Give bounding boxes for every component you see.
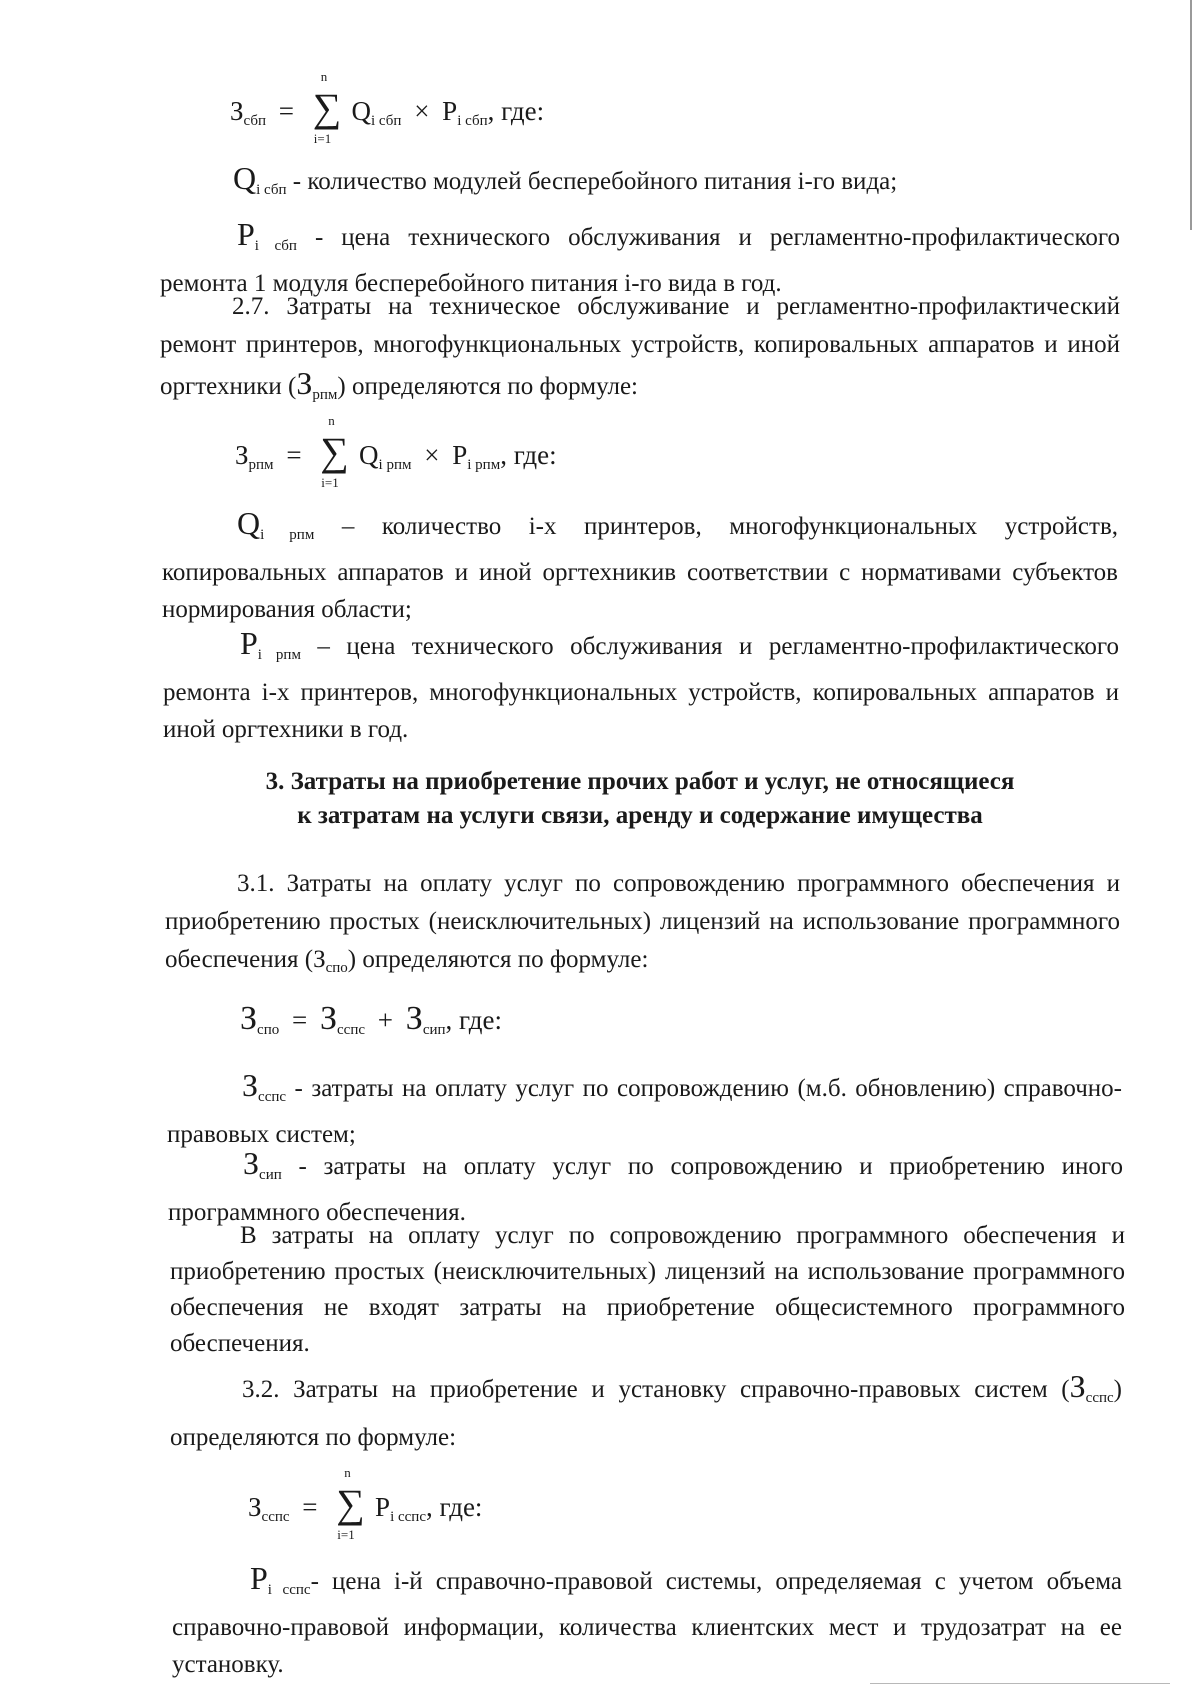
sum-sign [311,69,342,146]
inline-symbol: З [296,365,313,401]
formula-symbol: З [230,96,244,126]
equals-sign: = [278,96,295,126]
scan-edge-line [1190,0,1192,230]
formula-subscript: i рпм [378,457,412,473]
times-sign: × [424,440,440,470]
section-text: 3.2. Затраты на приобретение и установку справочно-правовых систем ( [242,1376,1070,1403]
definition-q-printers [162,505,1118,628]
definition-text: – цена технического обслуживания и регламентно-профилактического ремонта i-х принтеров, многофункциональных устройств, копировальных аппаратов и иной оргтехники в год. [163,633,1119,743]
times-sign: × [414,96,430,126]
formula-symbol: З [248,1492,262,1522]
definition-text: – количество i-х принтеров, многофункциональных устройств, копировальных аппаратов и иной оргтехникив соответствии с нормативами субъектов нормирования области; [162,513,1118,623]
formula-legal-system-cost [248,1465,483,1542]
formula-subscript: сбп [243,113,267,129]
sum-upper-limit: n [344,1465,351,1480]
inline-subscript: спо [325,960,348,976]
section-text: 3.1. Затраты на оплату услуг по сопровождению программного обеспечения и приобретению простых (неисключительных) лицензий на использование программного обеспечения ( [165,870,1120,973]
definition-symbol: З [242,1067,259,1103]
inline-symbol: З [313,946,326,973]
formula-symbol: З [235,440,249,470]
section-heading-3-line2: к затратам на услуги связи, аренду и содержание имущества [297,802,983,829]
plus-sign: + [377,1005,394,1035]
definition-subscript: сип [259,1167,282,1183]
formula-software-cost [240,1002,502,1038]
definition-symbol: Q [237,505,261,541]
formula-subscript: рпм [248,457,274,473]
section-3-2 [170,1366,1122,1458]
formula-symbol: З [405,1000,423,1037]
formula-symbol: P [442,96,458,126]
formula-printer-repair-cost [235,413,557,490]
formula-subscript: сип [422,1022,446,1038]
formula-tail: , где: [500,440,557,470]
sum-upper-limit: n [328,413,335,428]
formula-subscript: сспс [261,1509,290,1525]
definition-z-sps [167,1067,1122,1153]
definition-subscript: i сспс [267,1582,311,1598]
formula-tail: , где: [445,1005,502,1035]
definition-symbol: P [250,1560,268,1596]
scan-bottom-line [870,1683,1170,1684]
formula-subscript: спо [257,1022,280,1038]
equals-sign: = [286,440,302,470]
formula-subscript: i рпм [467,457,501,473]
sum-lower-limit: i=1 [321,475,339,490]
definition-subscript: i сбп [256,182,287,198]
inline-subscript: сспс [1085,1390,1114,1406]
inline-symbol: З [1069,1368,1086,1404]
sigma-icon: ∑ [312,85,342,130]
definition-q-ups [233,160,1113,209]
formula-tail: , где: [487,96,545,126]
definition-subscript: i рпм [257,647,301,663]
paragraph-exclusion-note: В затраты на оплату услуг по сопровождению программного обеспечения и приобретению простых (неисключительных) лицензий на использование программного обеспечения не входят затраты на приобретение общесистемного программного обеспечения. [170,1222,1125,1357]
formula-tail: , где: [425,1492,483,1522]
formula-symbol: З [319,1000,338,1037]
definition-p-printers [163,625,1119,748]
section-heading-3-line1: 3. Затраты на приобретение прочих работ и услуг, не относящиеся [265,768,1015,795]
equals-sign: = [291,1005,308,1035]
formula-symbol: Q [351,96,372,126]
section-text: ) определяются по формуле: [170,1376,1122,1451]
formula-symbol: Q [359,440,379,470]
definition-text: - затраты на оплату услуг по сопровождению и приобретению иного программного обеспечения. [168,1153,1123,1226]
definition-subscript: сспс [258,1089,287,1105]
definition-symbol: Q [233,160,257,196]
sigma-icon: ∑ [320,429,349,474]
section-text: 2.7. Затраты на техническое обслуживание и регламентно-профилактический ремонт принтеров, многофункциональных устройств, копировальных аппаратов и иной оргтехники ( [160,293,1120,400]
formula-symbol: P [452,440,468,470]
inline-subscript: рпм [312,387,338,403]
section-text: ) определяются по формуле: [347,946,649,973]
definition-p-legal-system [172,1560,1122,1683]
definition-subscript: i сбп [254,238,297,254]
section-2-7 [160,288,1120,414]
formula-subscript: сспс [337,1022,366,1038]
sum-sign [334,1465,365,1542]
sum-sign [318,413,349,490]
sum-upper-limit: n [320,69,328,84]
definition-symbol: P [237,216,255,252]
definition-text: - затраты на оплату услуг по сопровождению (м.б. обновлению) справочно-правовых систем; [167,1075,1122,1148]
formula-subscript: i сбп [371,113,402,129]
definition-text: - цена i-й справочно-правовой системы, определяемая с учетом объема справочно-правовой информации, количества клиентских мест и трудозатрат на ее установку. [172,1568,1122,1678]
definition-subscript: i рпм [260,527,315,543]
formula-symbol: З [240,1000,258,1037]
section-text: ) определяются по формуле: [337,373,638,400]
definition-symbol: P [240,625,258,661]
formula-subscript: i сспс [390,1509,426,1525]
formula-symbol: P [375,1492,391,1522]
sum-lower-limit: i=1 [313,131,332,146]
definition-symbol: З [243,1145,260,1181]
definition-text: - количество модулей бесперебойного питания i-го вида; [286,168,898,195]
sigma-icon: ∑ [336,1481,365,1526]
formula-ups-cost [230,69,545,146]
equals-sign: = [302,1492,318,1522]
formula-subscript: i сбп [457,113,488,129]
definition-text: - цена технического обслуживания и регламентно-профилактического ремонта 1 модуля бесперебойного питания i-го вида в год. [160,224,1120,297]
section-3-1 [165,865,1120,987]
sum-lower-limit: i=1 [337,1527,355,1542]
